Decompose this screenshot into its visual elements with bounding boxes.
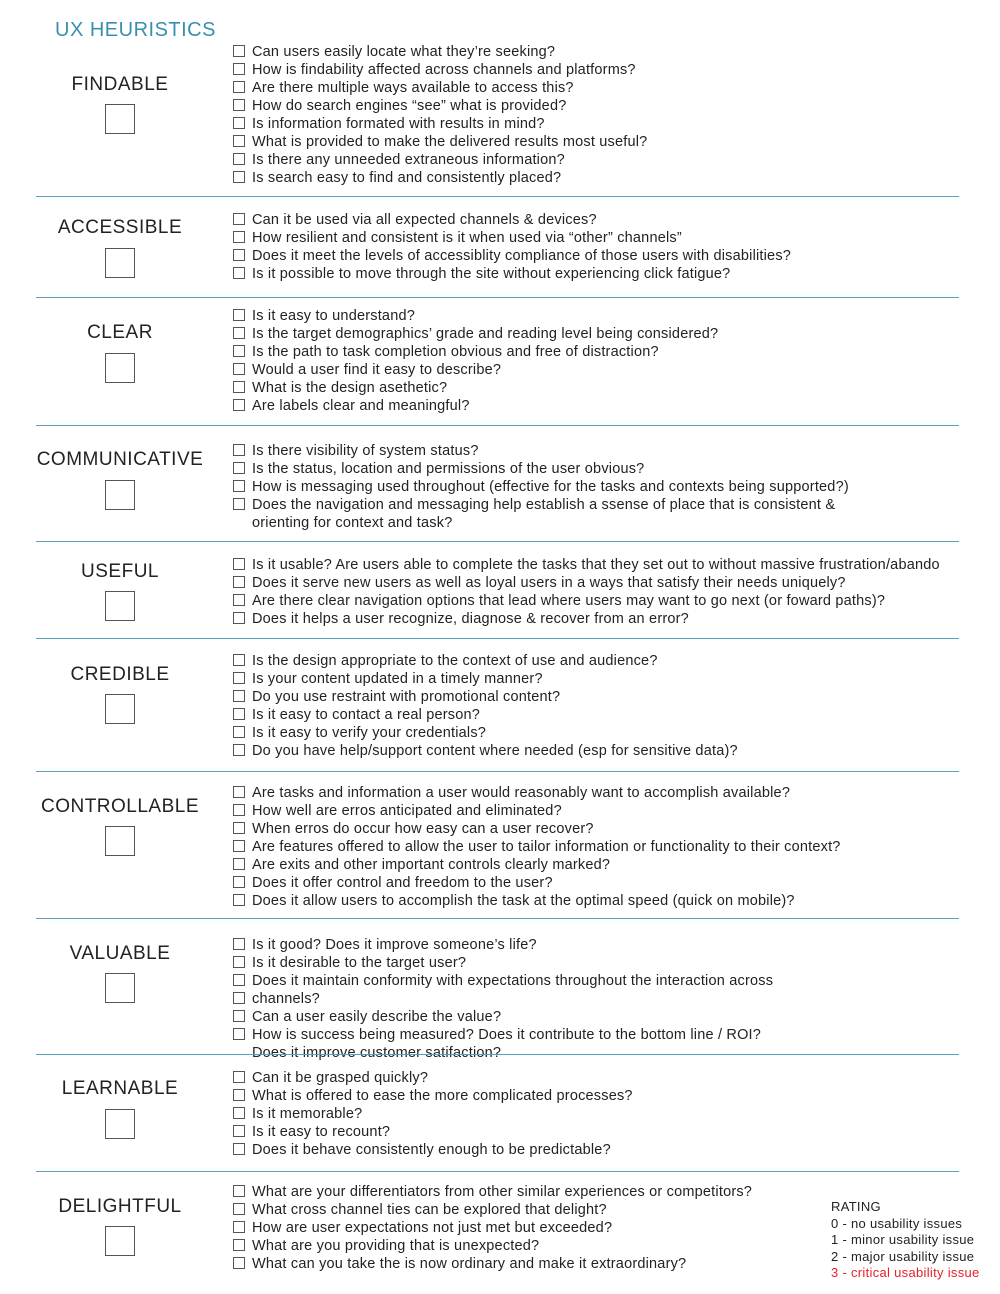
rating-box-useful[interactable] [105,591,135,621]
question-text: How is messaging used throughout (effective for the tasks and contexts being supported?) [252,479,849,495]
question-checkbox[interactable] [233,399,245,411]
question-checkbox[interactable] [233,1028,245,1040]
question-checkbox[interactable] [233,612,245,624]
question-checkbox[interactable] [233,153,245,165]
section-divider [36,918,959,919]
question-checkbox[interactable] [233,1089,245,1101]
question-text: Is it good? Does it improve someone’s life? [252,937,537,953]
question-checkbox[interactable] [233,480,245,492]
question-checkbox[interactable] [233,1125,245,1137]
question-text: Is it easy to contact a real person? [252,707,481,723]
question-checkbox[interactable] [233,249,245,261]
question-text: What is provided to make the delivered results most useful? [252,134,648,150]
section-heading-useful: USEFUL [81,561,159,582]
section-divider [36,425,959,426]
section-heading-credible: CREDIBLE [70,664,170,685]
question-text: Are labels clear and meaningful? [252,398,470,414]
question-checkbox[interactable] [233,45,245,57]
question-text: Is the status, location and permissions of the user obvious? [252,461,645,477]
question-text: Does the navigation and messaging help establish a ssense of place that is consistent & [252,497,836,513]
question-checkbox[interactable] [233,1143,245,1155]
question-text: How is success being measured? Does it contribute to the bottom line / ROI? [252,1027,762,1043]
section-heading-communicative: COMMUNICATIVE [36,449,204,470]
question-text: How resilient and consistent is it when used via “other” channels” [252,230,682,246]
question-text: Is it easy to recount? [252,1124,391,1140]
rating-legend [831,1199,980,1282]
section-heading-findable: FINDABLE [71,74,169,95]
question-checkbox[interactable] [233,363,245,375]
question-text: Does it allow users to accomplish the task at the optimal speed (quick on mobile)? [252,893,795,909]
question-text: Is it possible to move through the site without experiencing click fatigue? [252,266,731,282]
question-text: Is your content updated in a timely manner? [252,671,543,687]
question-text: Is the target demographics’ grade and reading level being considered? [252,326,719,342]
question-continuation: orienting for context and task? [252,515,453,531]
question-text: Is there visibility of system status? [252,443,479,459]
question-text: Is it usable? Are users able to complete the tasks that they set out to without massive frustration/abando [252,557,940,573]
question-text: What are you providing that is unexpected? [252,1238,540,1254]
question-text: Does it offer control and freedom to the user? [252,875,553,891]
question-text: Is it desirable to the target user? [252,955,467,971]
question-checkbox[interactable] [233,1203,245,1215]
section-heading-delightful: DELIGHTFUL [58,1196,182,1217]
section-heading-clear: CLEAR [87,322,153,343]
question-checkbox[interactable] [233,654,245,666]
question-checkbox[interactable] [233,171,245,183]
rating-box-clear[interactable] [105,353,135,383]
question-text: Is the design appropriate to the context of use and audience? [252,653,658,669]
question-checkbox[interactable] [233,690,245,702]
section-divider [36,196,959,197]
question-checkbox[interactable] [233,1010,245,1022]
question-checkbox[interactable] [233,63,245,75]
question-checkbox[interactable] [233,956,245,968]
question-text: Are there clear navigation options that lead where users may want to go next (or foward paths)? [252,593,886,609]
section-divider [36,638,959,639]
question-checkbox[interactable] [233,558,245,570]
question-text: What is offered to ease the more complicated processes? [252,1088,633,1104]
question-text: What can you take the is now ordinary and make it extraordinary? [252,1256,687,1272]
rating-level-3: 3 - critical usability issue [831,1265,980,1280]
question-text: How do search engines “see” what is provided? [252,98,567,114]
question-text: Is it memorable? [252,1106,363,1122]
question-text: Does it meet the levels of accessiblity compliance of those users with disabilities? [252,248,792,264]
question-checkbox[interactable] [233,1185,245,1197]
question-checkbox[interactable] [233,726,245,738]
question-checkbox[interactable] [233,117,245,129]
rating-box-learnable[interactable] [105,1109,135,1139]
rating-box-valuable[interactable] [105,973,135,1003]
question-text: Does it serve new users as well as loyal users in a ways that satisfy their needs uniquely? [252,575,846,591]
question-checkbox[interactable] [233,938,245,950]
question-checkbox[interactable] [233,231,245,243]
question-checkbox[interactable] [233,894,245,906]
question-text: Are features offered to allow the user to tailor information or functionality to their context? [252,839,841,855]
section-divider [36,1054,959,1055]
question-checkbox[interactable] [233,462,245,474]
question-checkbox[interactable] [233,1071,245,1083]
question-checkbox[interactable] [233,974,245,986]
question-checkbox[interactable] [233,876,245,888]
section-heading-accessible: ACCESSIBLE [57,217,183,238]
question-checkbox[interactable] [233,672,245,684]
rating-box-delightful[interactable] [105,1226,135,1256]
question-checkbox[interactable] [233,594,245,606]
question-text: Would a user find it easy to describe? [252,362,502,378]
question-text: Are tasks and information a user would reasonably want to accomplish available? [252,785,791,801]
question-checkbox[interactable] [233,576,245,588]
question-checkbox[interactable] [233,345,245,357]
rating-box-findable[interactable] [105,104,135,134]
question-text: Is the path to task completion obvious and free of distraction? [252,344,659,360]
question-text: What is the design asethetic? [252,380,448,396]
rating-box-controllable[interactable] [105,826,135,856]
question-checkbox[interactable] [233,267,245,279]
section-heading-learnable: LEARNABLE [61,1078,179,1099]
question-text: When erros do occur how easy can a user recover? [252,821,594,837]
question-checkbox[interactable] [233,786,245,798]
question-checkbox[interactable] [233,381,245,393]
question-checkbox[interactable] [233,213,245,225]
question-text: Can it be grasped quickly? [252,1070,429,1086]
question-text: How is findability affected across channels and platforms? [252,62,636,78]
question-text: Is search easy to find and consistently placed? [252,170,562,186]
section-divider [36,771,959,772]
section-divider [36,541,959,542]
question-text: Are there multiple ways available to access this? [252,80,574,96]
rating-box-accessible[interactable] [105,248,135,278]
question-checkbox[interactable] [233,992,245,1004]
question-text: Are exits and other important controls clearly marked? [252,857,611,873]
question-text: What cross channel ties can be explored that delight? [252,1202,607,1218]
question-checkbox[interactable] [233,99,245,111]
question-text: Do you use restraint with promotional content? [252,689,561,705]
question-text: Does it maintain conformity with expectations throughout the interaction across [252,973,774,989]
question-checkbox[interactable] [233,1239,245,1251]
question-text: channels? [252,991,320,1007]
question-text: Does it behave consistently enough to be predictable? [252,1142,611,1158]
question-continuation: Does it improve customer satifaction? [252,1045,502,1061]
question-checkbox[interactable] [233,858,245,870]
question-text: Do you have help/support content where needed (esp for sensitive data)? [252,743,738,759]
question-checkbox[interactable] [233,81,245,93]
section-heading-controllable: CONTROLLABLE [40,796,200,817]
question-checkbox[interactable] [233,1257,245,1269]
question-checkbox[interactable] [233,444,245,456]
question-checkbox[interactable] [233,1221,245,1233]
question-checkbox[interactable] [233,840,245,852]
page-title: UX HEURISTICS [55,19,216,41]
question-checkbox[interactable] [233,744,245,756]
rating-level-0: 0 - no usability issues [831,1215,963,1231]
question-text: Can it be used via all expected channels & devices? [252,212,597,228]
rating-level-2: 2 - major usability issue [831,1248,975,1264]
question-checkbox[interactable] [233,804,245,816]
rating-box-credible[interactable] [105,694,135,724]
question-text: How are user expectations not just met but exceeded? [252,1220,613,1236]
rating-box-communicative[interactable] [105,480,135,510]
question-text: Is it easy to verify your credentials? [252,725,487,741]
question-text: Is there any unneeded extraneous information? [252,152,565,168]
question-text: Is information formated with results in mind? [252,116,545,132]
question-text: Can users easily locate what they’re seeking? [252,44,556,60]
question-text: Can a user easily describe the value? [252,1009,502,1025]
question-text: Does it helps a user recognize, diagnose & recover from an error? [252,611,689,627]
rating-legend-title: RATING [831,1199,881,1214]
question-checkbox[interactable] [233,708,245,720]
question-checkbox[interactable] [233,309,245,321]
question-checkbox[interactable] [233,135,245,147]
question-checkbox[interactable] [233,1107,245,1119]
question-checkbox[interactable] [233,822,245,834]
question-checkbox[interactable] [233,498,245,510]
question-text: What are your differentiators from other similar experiences or competitors? [252,1184,753,1200]
rating-level-1: 1 - minor usability issue [831,1232,975,1247]
question-text: Is it easy to understand? [252,308,415,324]
section-heading-valuable: VALUABLE [69,943,171,964]
section-divider [36,1171,959,1172]
question-text: How well are erros anticipated and eliminated? [252,803,562,819]
section-divider [36,297,959,298]
question-checkbox[interactable] [233,327,245,339]
